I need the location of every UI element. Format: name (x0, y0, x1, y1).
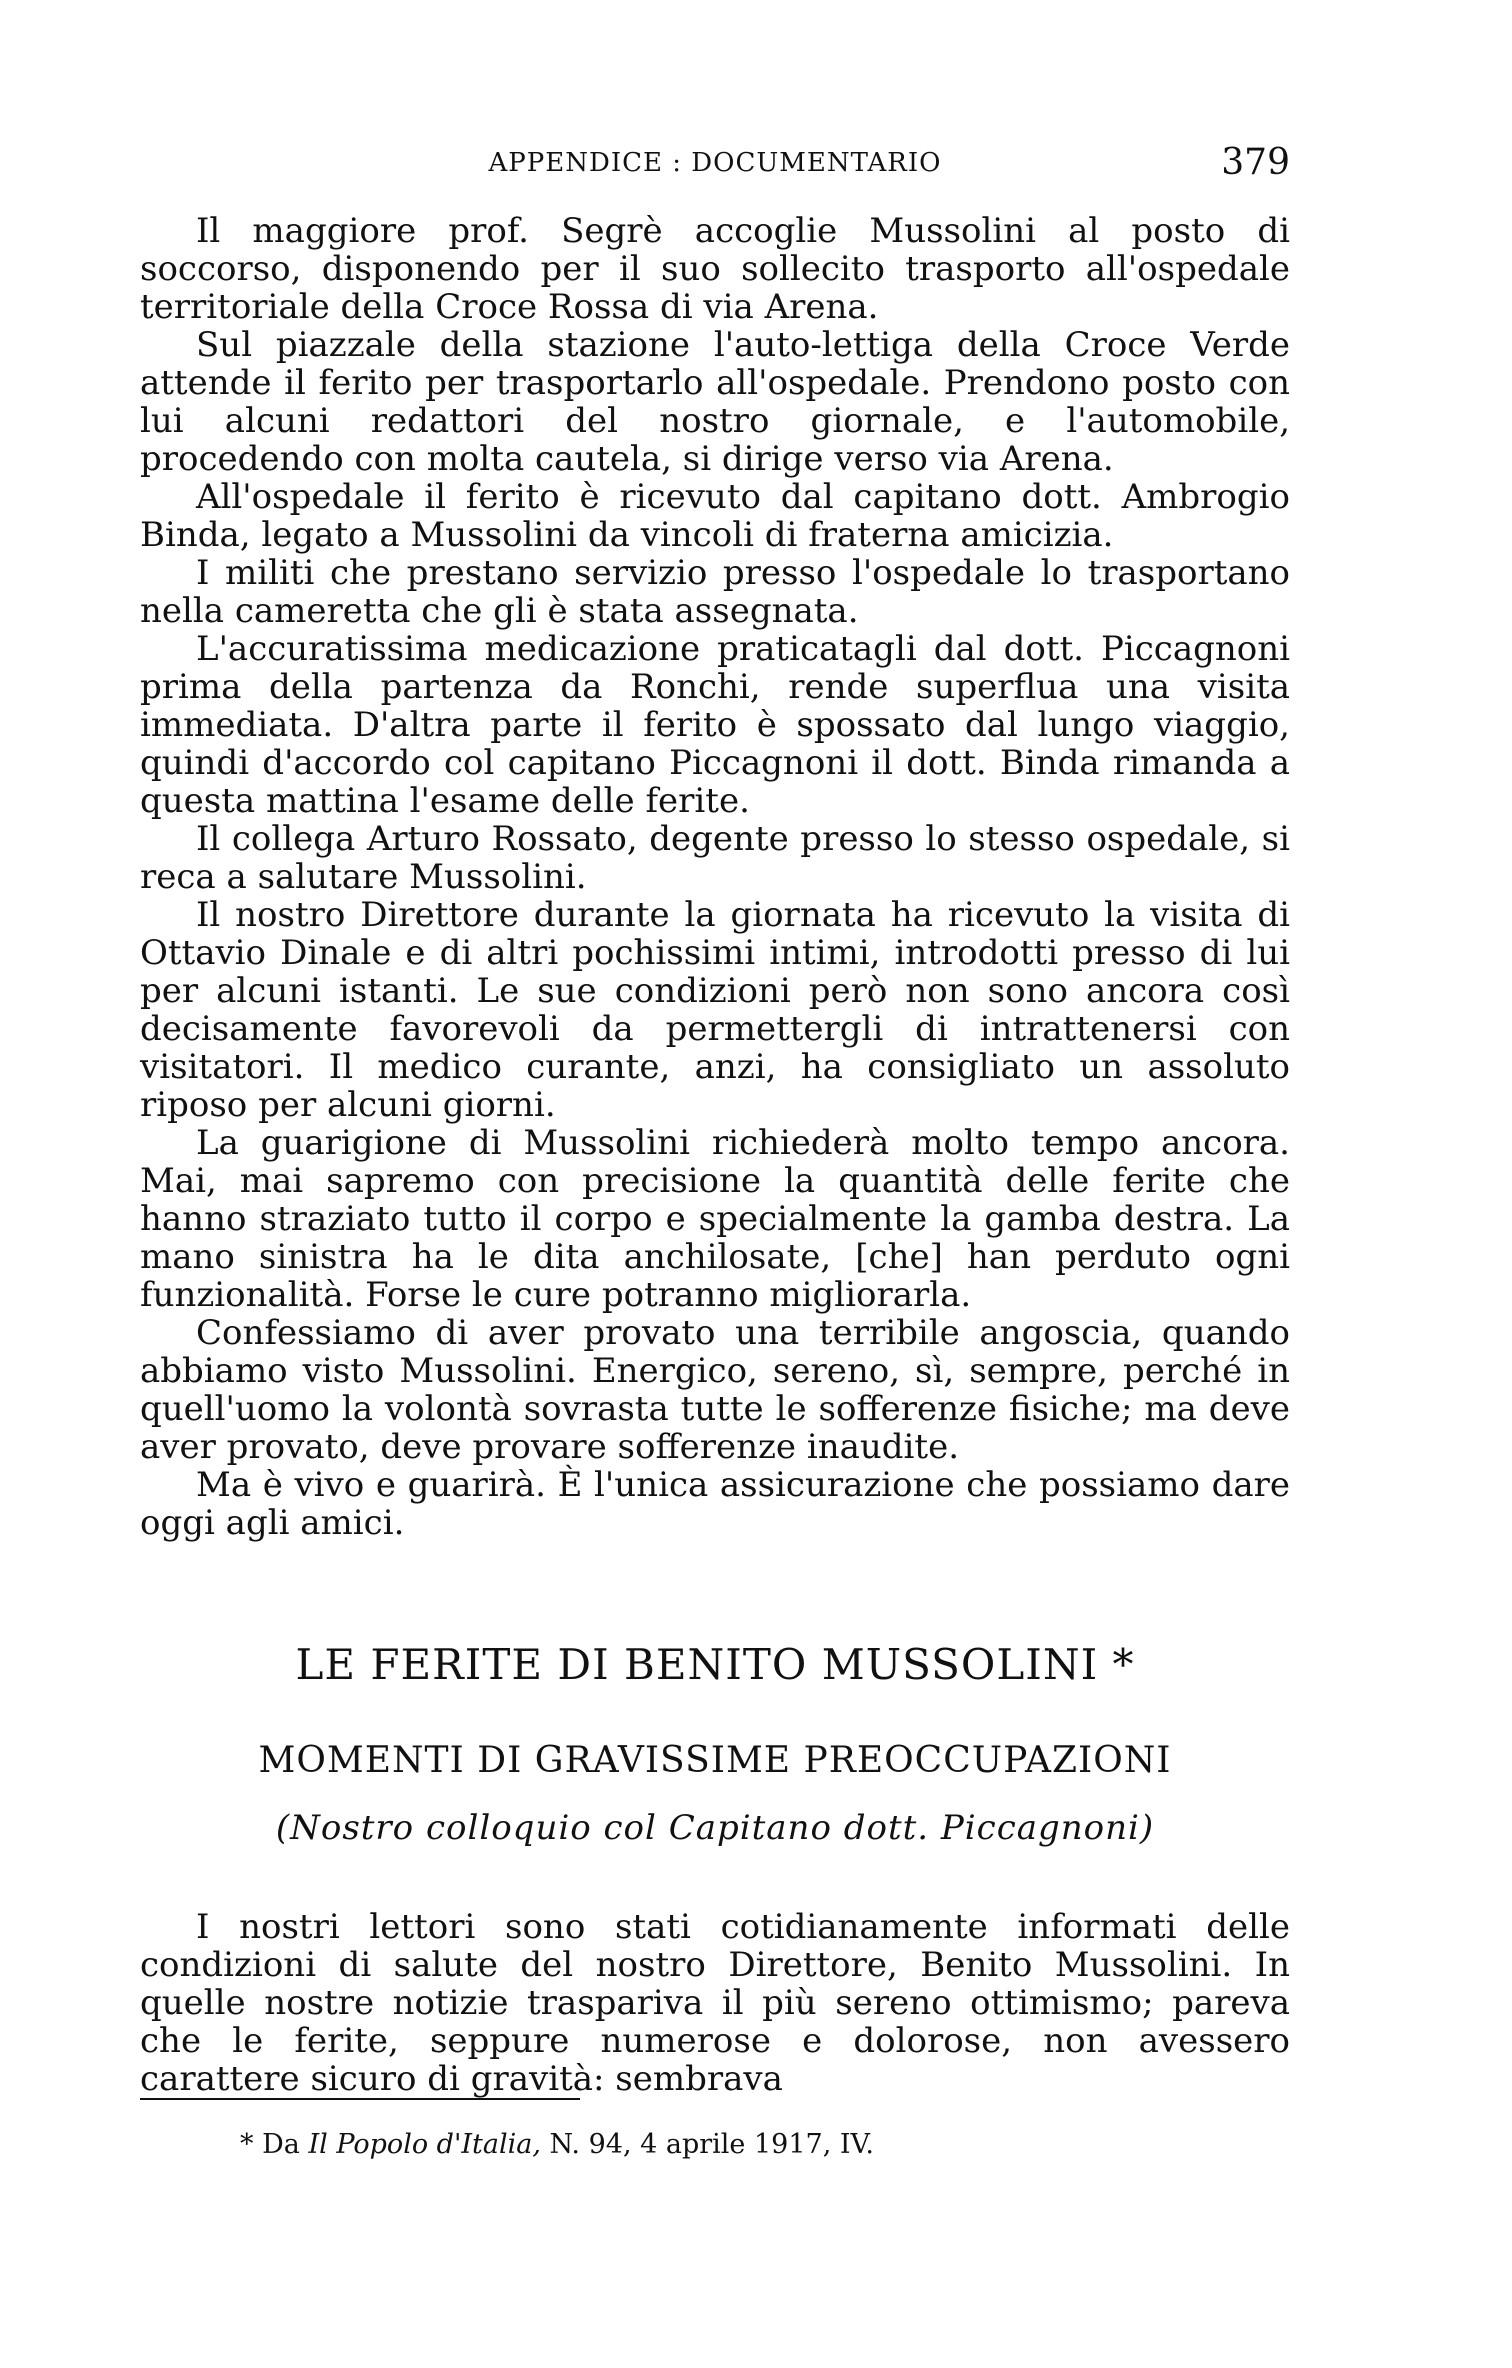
footnote-prefix: Da (262, 2129, 300, 2160)
paragraph: Il nostro Direttore durante la giornata ha ricevuto la visita di Ottavio Dinale e di altri pochissimi intimi, introdotti presso di lui per alcuni istanti. Le sue condizioni però non sono ancora così decisamente favorevoli da permettergli di intrattenersi con visitatori. Il medico curante, anzi, ha consigliato un assoluto riposo per alcuni giorni. (140, 895, 1290, 1125)
page-number: 379 (1221, 142, 1290, 183)
paragraph: Il collega Arturo Rossato, degente presso lo stesso ospedale, si reca a salutare Mussolini. (140, 819, 1290, 897)
body-text (140, 212, 1290, 1542)
footnote (240, 2128, 874, 2162)
footnote-marker: * (240, 2129, 254, 2160)
footnote-rule (140, 2098, 580, 2100)
section-body-text (140, 1908, 1290, 2098)
paragraph: I nostri lettori sono stati cotidianamente informati delle condizioni di salute del nostro Direttore, Benito Mussolini. In quelle nostre notizie traspariva il più sereno ottimismo; pareva che le ferite, seppure numerose e dolorose, non avessero carattere sicuro di gravità: sembrava (140, 1907, 1290, 2099)
paragraph: L'accuratissima medicazione praticatagli dal dott. Piccagnoni prima della partenza da Ronchi, rende superflua una visita immediata. D'altra parte il ferito è spossato dal lungo viaggio, quindi d'accordo col capitano Piccagnoni il dott. Binda rimanda a questa mattina l'esame delle ferite. (140, 629, 1290, 821)
section-note: (Nostro colloquio col Capitano dott. Piccagnoni) (275, 1808, 1155, 1848)
section-subtitle: MOMENTI DI GRAVISSIME PREOCCUPAZIONI (258, 1740, 1172, 1781)
paragraph: Ma è vivo e guarirà. È l'unica assicurazione che possiamo dare oggi agli amici. (140, 1465, 1290, 1543)
footnote-source: Il Popolo d'Italia, (308, 2129, 541, 2160)
section-title: LE FERITE DI BENITO MUSSOLINI * (295, 1640, 1135, 1689)
paragraph: I militi che prestano servizio presso l'ospedale lo trasportano nella cameretta che gli è stata assegnata. (140, 553, 1290, 631)
running-title: APPENDICE : DOCUMENTARIO (488, 148, 942, 178)
paragraph: La guarigione di Mussolini richiederà molto tempo ancora. Mai, mai sapremo con precisione la quantità delle ferite che hanno straziato tutto il corpo e specialmente la gamba destra. La mano sinistra ha le dita anchilosate, [che] han perduto ogni funzionalità. Forse le cure potranno migliorarla. (140, 1123, 1290, 1315)
paragraph: Confessiamo di aver provato una terribile angoscia, quando abbiamo visto Mussolini. Energico, sereno, sì, sempre, perché in quell'uomo la volontà sovrasta tutte le sofferenze fisiche; ma deve aver provato, deve provare sofferenze inaudite. (140, 1313, 1290, 1467)
paragraph: All'ospedale il ferito è ricevuto dal capitano dott. Ambrogio Binda, legato a Mussolini da vincoli di fraterna amicizia. (140, 477, 1290, 555)
footnote-details: N. 94, 4 aprile 1917, IV. (549, 2129, 874, 2160)
running-header (140, 140, 1290, 183)
paragraph: Il maggiore prof. Segrè accoglie Mussolini al posto di soccorso, disponendo per il suo sollecito trasporto all'ospedale territoriale della Croce Rossa di via Arena. (140, 211, 1290, 327)
paragraph: Sul piazzale della stazione l'auto-lettiga della Croce Verde attende il ferito per trasportarlo all'ospedale. Prendono posto con lui alcuni redattori del nostro giornale, e l'automobile, procedendo con molta cautela, si dirige verso via Arena. (140, 325, 1290, 479)
